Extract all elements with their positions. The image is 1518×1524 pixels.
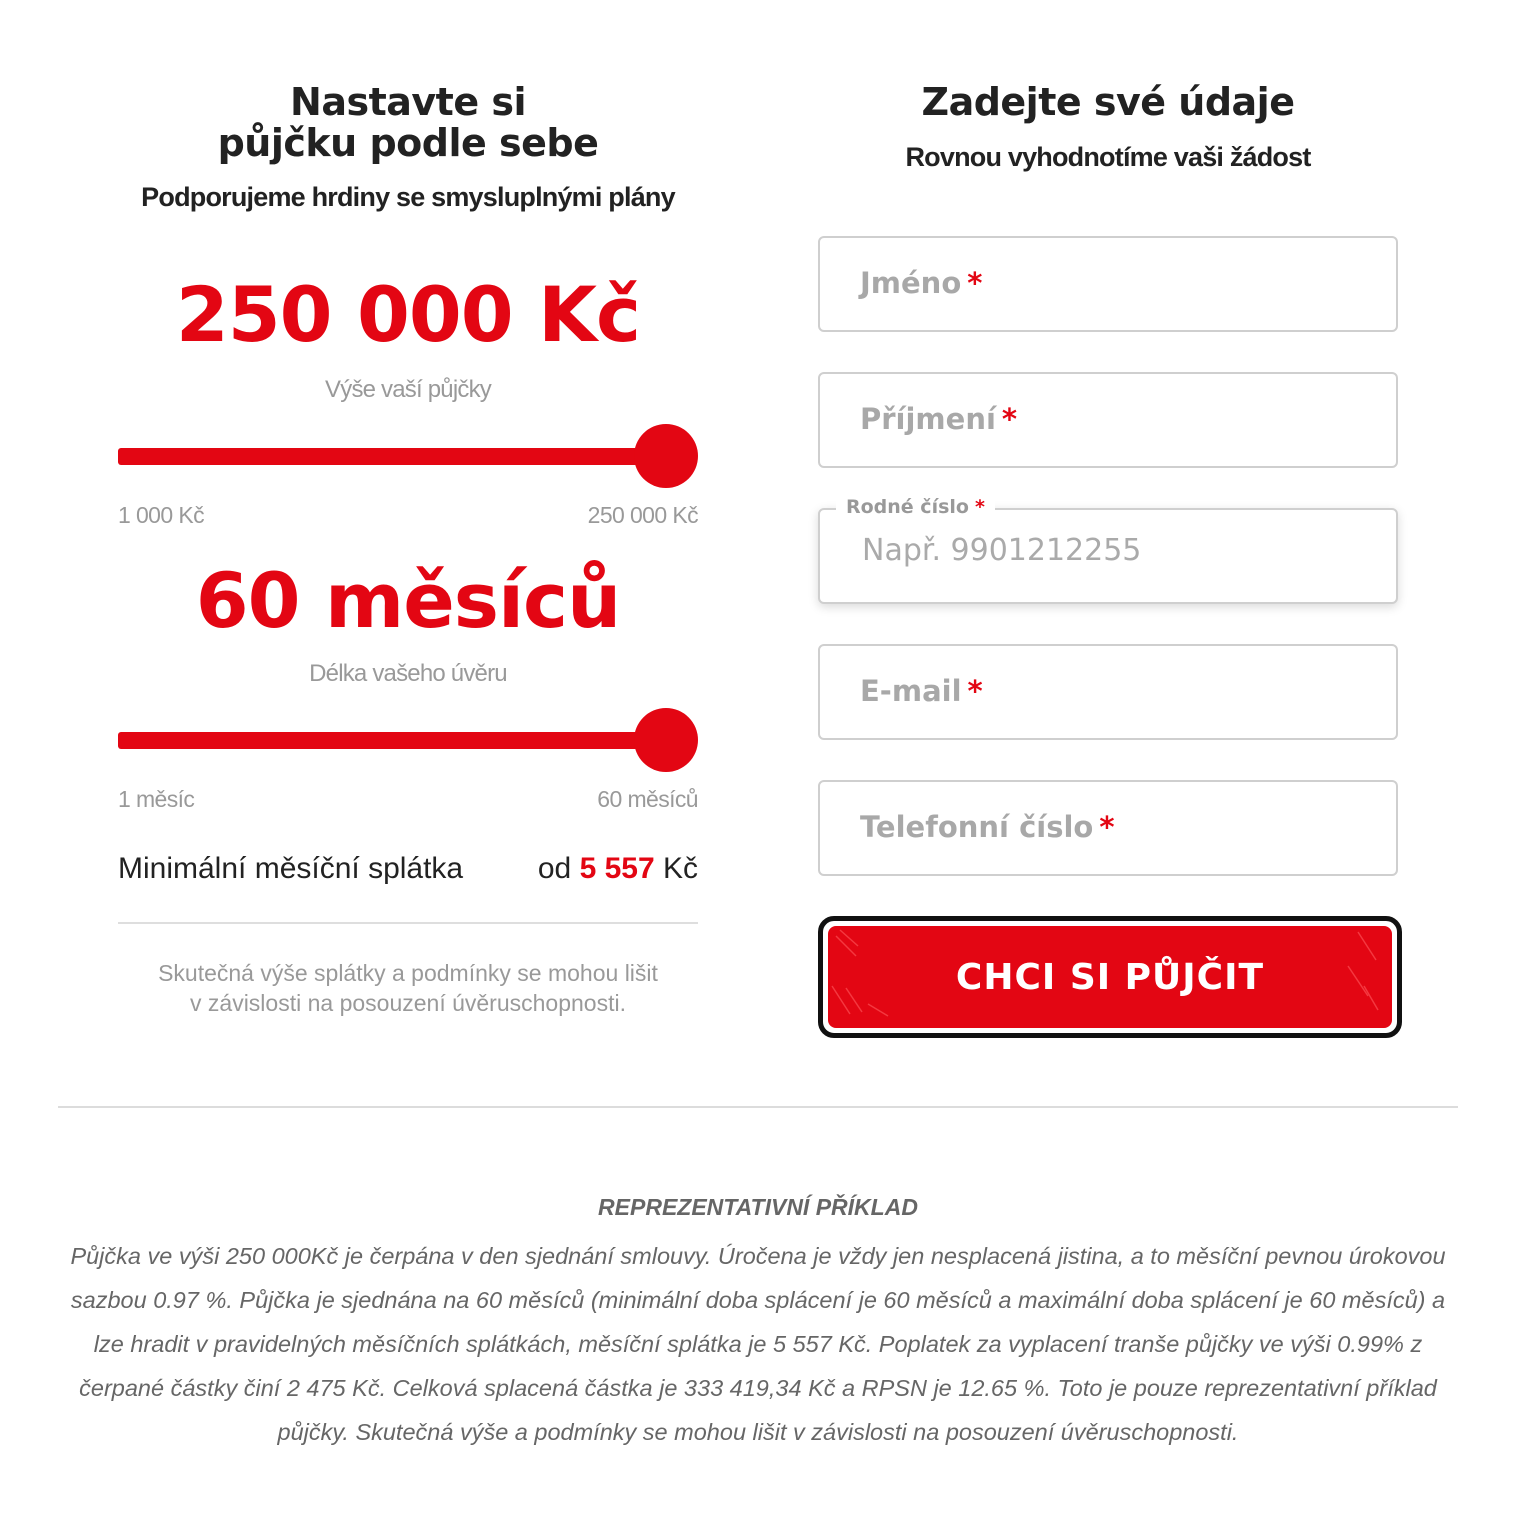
representative-example-text: Půjčka ve výši 250 000Kč je čerpána v den sjednání smlouvy. Úročena je vždy jen nesplacená jistina, a to měsíční pevnou úrokovou sazbou 0.97 %. Půjčka je sjednána na 60 měsíců (minimální doba splácení je 60 měsíců a maximální doba splácení je 60 měsíců) a lze hradit v pravidelných měsíčních splátkách, měsíční splátka je 5 557 Kč. Poplatek za vyplacení tranše půjčky ve výši 0.99% z čerpané částky činí 2 475 Kč. Celková splacená částka je 333 419,34 Kč a RPSN je 12.65 %. Toto je pouze reprezentativní příklad půjčky. Skutečná výše a podmínky se mohou lišit v závislosti na posouzení úvěruschopnosti. — [70, 1243, 1446, 1445]
first-name-placeholder: Jméno — [860, 266, 962, 300]
loan-amount-slider-track[interactable] — [118, 448, 666, 465]
minimum-payment-label: Minimální měsíční splátka — [118, 852, 464, 885]
submit-loan-button-label: CHCI SI PŮJČIT — [955, 956, 1265, 998]
required-mark: * — [974, 496, 985, 518]
phone-field[interactable] — [818, 780, 1398, 876]
loan-term-caption: Délka vašeho úvěru — [309, 660, 507, 687]
loan-term-value: 60 měsíců — [195, 556, 621, 645]
payment-disclaimer: Skutečná výše splátky a podmínky se mohou lišit v závislosti na posouzení úvěruschopnosti. — [158, 960, 658, 1016]
calculator-title: Nastavte si půjčku podle sebe — [217, 80, 599, 165]
required-mark: * — [1001, 402, 1018, 436]
phone-placeholder: Telefonní číslo — [860, 810, 1094, 844]
required-mark: * — [967, 674, 983, 708]
loan-term-slider-handle[interactable] — [634, 708, 698, 772]
email-field[interactable] — [818, 644, 1398, 740]
loan-amount-value: 250 000 Kč — [175, 270, 641, 359]
loan-amount-min-label: 1 000 Kč — [118, 502, 204, 528]
loan-term-slider-track[interactable] — [118, 732, 666, 749]
email-placeholder: E-mail — [860, 674, 962, 708]
birth-number-label: Rodné číslo — [846, 496, 969, 518]
submit-loan-button[interactable] — [818, 916, 1402, 1038]
calculator-subtitle: Podporujeme hrdiny se smysluplnými plány — [141, 182, 675, 212]
last-name-field[interactable] — [818, 372, 1398, 468]
required-mark: * — [1099, 810, 1115, 844]
loan-term-min-label: 1 měsíc — [118, 786, 195, 812]
representative-example-title: REPREZENTATIVNÍ PŘÍKLAD — [598, 1194, 918, 1220]
birth-number-input[interactable] — [860, 532, 1364, 569]
birth-number-field[interactable] — [818, 496, 1398, 604]
minimum-payment-row — [118, 852, 698, 886]
form-title: Zadejte své údaje — [921, 80, 1295, 124]
minimum-payment-value: 5 557 — [579, 852, 655, 885]
minimum-payment-amount: od 5 557 Kč — [537, 852, 698, 885]
divider — [118, 922, 698, 924]
form-subtitle: Rovnou vyhodnotíme vaši žádost — [905, 142, 1311, 172]
loan-amount-caption: Výše vaší půjčky — [325, 376, 491, 403]
required-mark: * — [967, 266, 983, 300]
loan-amount-slider-handle[interactable] — [634, 424, 698, 488]
loan-term-max-label: 60 měsíců — [597, 786, 698, 812]
loan-amount-slider[interactable] — [118, 424, 698, 488]
last-name-placeholder: Příjmení — [860, 402, 996, 436]
first-name-field[interactable] — [818, 236, 1398, 332]
loan-amount-max-label: 250 000 Kč — [587, 502, 698, 528]
loan-term-slider[interactable] — [118, 708, 698, 772]
section-divider — [58, 1106, 1458, 1108]
